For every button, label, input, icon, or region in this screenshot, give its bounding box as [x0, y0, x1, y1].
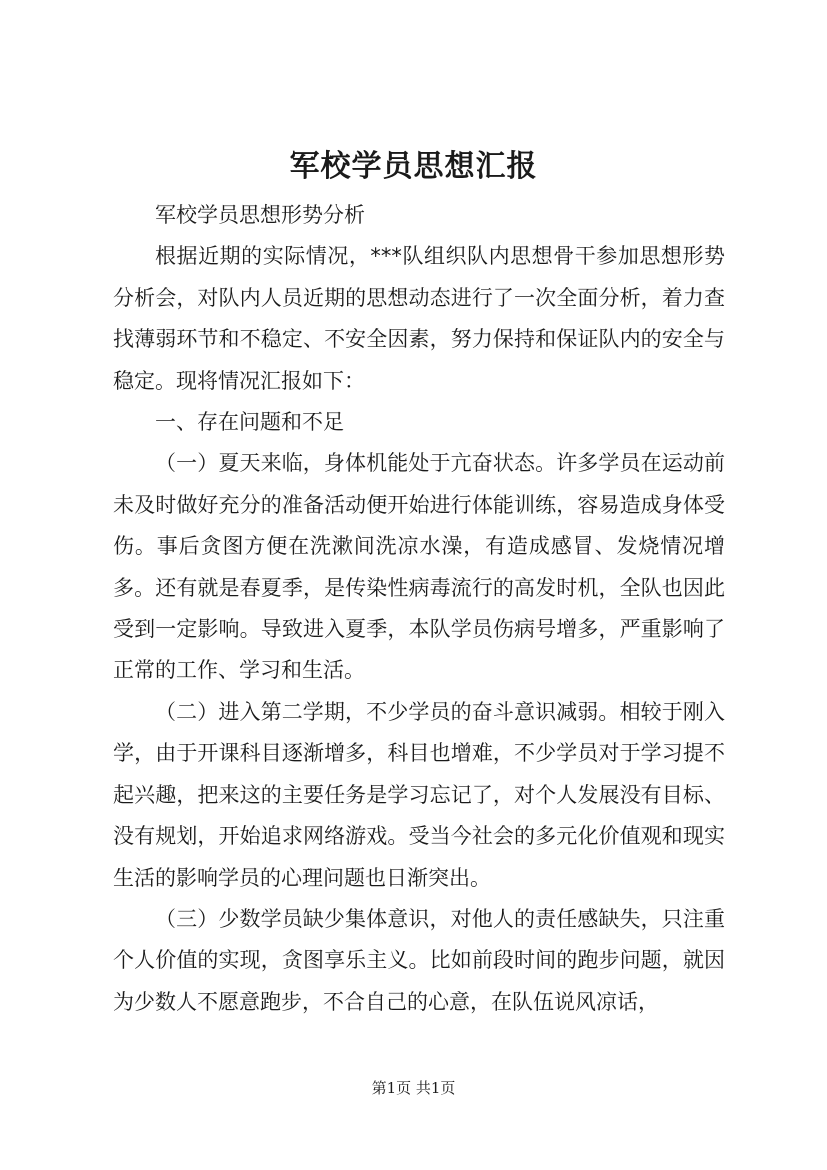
- paragraph-intro: 根据近期的实际情况，***队组织队内思想骨干参加思想形势分析会，对队内人员近期的思想动态进行了一次全面分析，着力查找薄弱环节和不稳定、不安全因素，努力保持和保证队内的安全与稳定。现将情况汇报如下：: [113, 244, 725, 393]
- paragraph-subtitle: 军校学员思想形势分析: [155, 203, 365, 227]
- document-title: 军校学员思想汇报: [289, 149, 538, 184]
- paragraph-item-1: （一）夏天来临，身体机能处于亢奋状态。许多学员在运动前未及时做好充分的准备活动便开始进行体能训练，容易造成身体受伤。事后贪图方便在洗漱间洗凉水澡，有造成感冒、发烧情况增多。还有就是春夏季，是传染性病毒流行的高发时机，全队也因此受到一定影响。导致进入夏季，本队学员伤病号增多，严重影响了正常的工作、学习和生活。: [113, 451, 725, 683]
- paragraph-item-3: （三）少数学员缺少集体意识，对他人的责任感缺失，只注重个人价值的实现，贪图享乐主义。比如前段时间的跑步问题，就因为少数人不愿意跑步，不合自己的心意，在队伍说风凉话，: [113, 906, 725, 1014]
- section-heading-problems: 一、存在问题和不足: [155, 410, 344, 435]
- page-number-footer: 第1页 共1页: [371, 1079, 456, 1097]
- paragraph-item-2: （二）进入第二学期，不少学员的奋斗意识减弱。相较于刚入学，由于开课科目逐渐增多，科目也增难，不少学员对于学习提不起兴趣，把来这的主要任务是学习忘记了，对个人发展没有目标、没有规划，开始追求网络游戏。受当今社会的多元化价值观和现实生活的影响学员的心理问题也日渐突出。: [113, 699, 725, 890]
- document-body: [113, 195, 725, 1023]
